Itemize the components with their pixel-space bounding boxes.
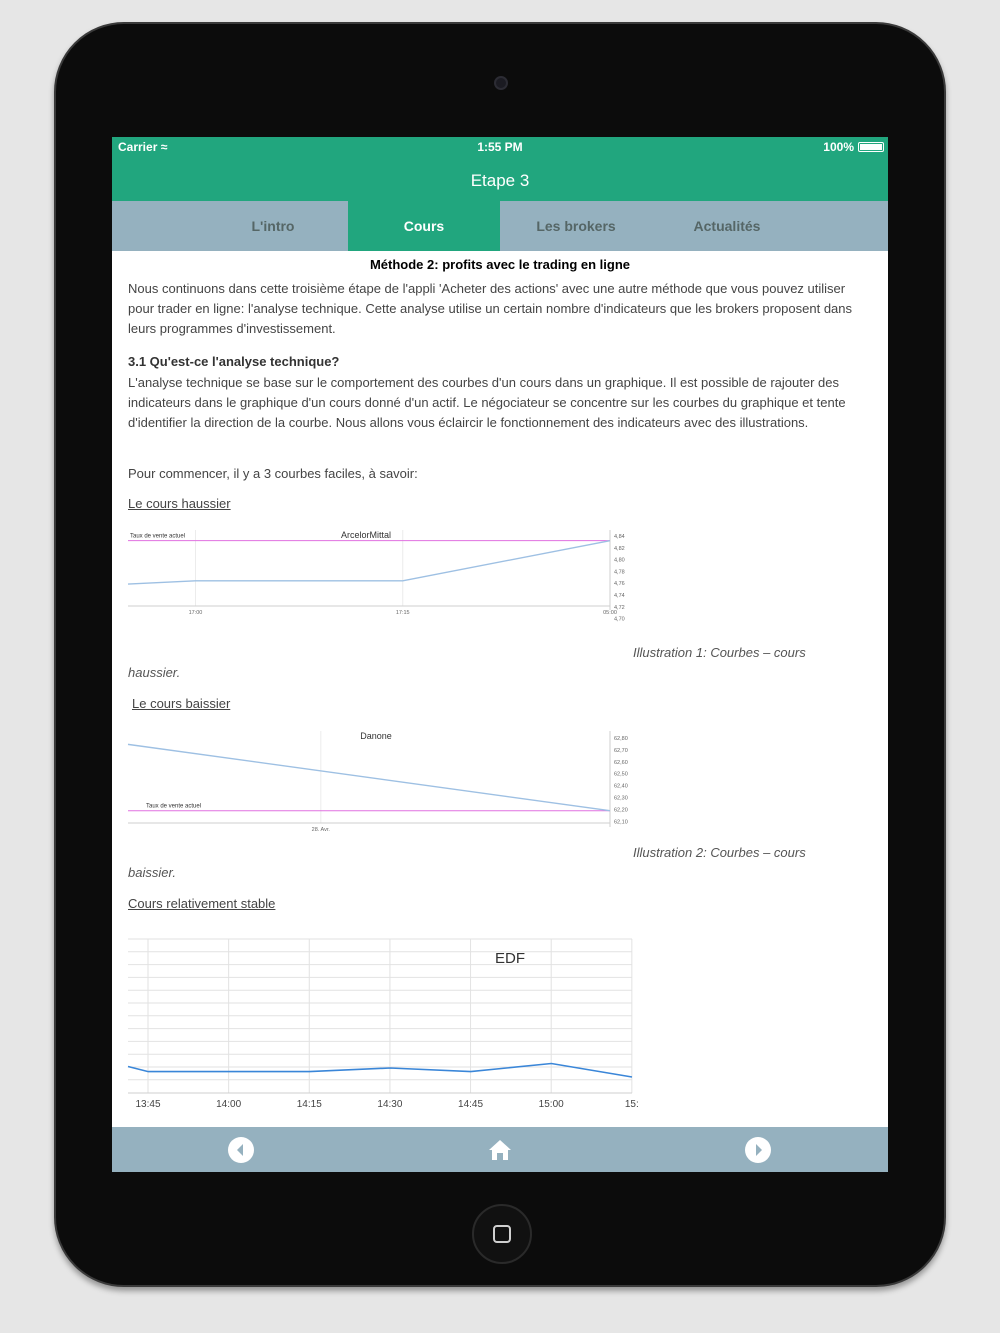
x-tick-label: 14:00 <box>216 1099 242 1110</box>
chart-title: EDF <box>495 950 525 967</box>
intro-paragraph: Nous continuons dans cette troisième étape de l'appli 'Acheter des actions' avec une autre méthode que vous pouvez utiliser pour trader en ligne: l'analyse technique. Cette analyse utilise un certain nombre d'indicateurs que les brokers proposent dans leurs programmes d'investissement. <box>128 281 853 336</box>
x-tick-label: 17:15 <box>395 610 410 616</box>
tab-bar <box>112 201 888 251</box>
caption-2-end: baissier. <box>128 865 176 880</box>
article-content[interactable] <box>112 251 888 1127</box>
battery-icon <box>858 142 884 152</box>
caption-2: Illustration 2: Courbes – cours <box>633 845 806 860</box>
reference-label: Taux de vente actuel <box>130 533 186 540</box>
app-header <box>112 137 888 201</box>
tab-brokers[interactable]: Les brokers <box>536 218 616 234</box>
article-title: Méthode 2: profits avec le trading en ligne <box>369 257 631 272</box>
hardware-home-button[interactable] <box>472 1204 532 1264</box>
chart-title: Danone <box>360 731 392 741</box>
y-tick-label: 62,70 <box>614 747 628 754</box>
chart-edf <box>128 931 639 1111</box>
chevron-right-circle-icon <box>745 1137 771 1163</box>
y-tick-label: 62,50 <box>614 771 628 778</box>
y-tick-label: 4,82 <box>614 545 625 552</box>
y-tick-label: 4,70 <box>614 616 625 623</box>
wifi-icon: ≈ <box>160 140 168 154</box>
x-tick-label: 14:45 <box>458 1099 484 1110</box>
x-tick-label: 14:15 <box>296 1099 322 1110</box>
x-tick-label: 15:00 <box>538 1099 564 1110</box>
series-line <box>128 541 610 584</box>
app-screen <box>112 137 888 1172</box>
y-tick-label: 4,72 <box>614 604 625 611</box>
x-tick-label: 15: <box>624 1099 639 1110</box>
x-tick-label: 28. Avr. <box>311 827 330 833</box>
x-tick-label: 17:00 <box>188 610 203 616</box>
chart-danone <box>128 729 634 841</box>
y-tick-label: 4,74 <box>614 593 625 599</box>
y-tick-label: 4,78 <box>614 569 625 576</box>
forward-button[interactable] <box>745 1137 771 1163</box>
chart-arcelormittal <box>128 526 634 642</box>
y-tick-label: 62,30 <box>614 795 628 802</box>
tab-cours[interactable]: Cours <box>348 201 500 251</box>
home-button[interactable] <box>487 1137 513 1163</box>
y-tick-label: 62,60 <box>614 759 628 766</box>
series-line <box>128 1064 632 1078</box>
tab-intro[interactable]: L'intro <box>251 218 295 234</box>
caption-1: Illustration 1: Courbes – cours <box>633 645 806 660</box>
y-tick-label: 4,84 <box>614 534 625 540</box>
link-cours-baissier[interactable]: Le cours baissier <box>132 696 231 711</box>
y-tick-label: 62,80 <box>614 736 628 742</box>
chart-title: ArcelorMittal <box>340 530 392 540</box>
section-paragraph: L'analyse technique se base sur le comportement des courbes d'un cours dans un graphique. Il est possible de rajouter des indicateurs dans le graphique d'un cours donné d'un actif. Le négociateur se concentre sur les courbes du graphique et tente d'identifier la direction de la courbe. Nous allons vous éclaircir le fonctionnement des indicateurs avec des illustrations. <box>128 375 846 430</box>
camera-icon <box>494 76 508 90</box>
link-cours-stable[interactable]: Cours relativement stable <box>128 896 276 911</box>
link-cours-haussier[interactable]: Le cours haussier <box>128 496 231 511</box>
x-tick-label: 05:00 <box>603 610 617 616</box>
battery-percent: 100% <box>823 140 854 154</box>
y-tick-label: 62,10 <box>614 819 628 826</box>
y-tick-label: 62,40 <box>614 783 628 790</box>
chevron-left-circle-icon <box>228 1137 254 1163</box>
tab-actualites[interactable]: Actualités <box>693 218 761 234</box>
back-button[interactable] <box>228 1137 254 1163</box>
y-tick-label: 4,80 <box>614 557 625 564</box>
status-bar <box>112 137 888 157</box>
home-icon <box>489 1140 511 1160</box>
status-time: 1:55 PM <box>477 140 523 154</box>
caption-1-end: haussier. <box>128 665 181 680</box>
x-tick-label: 14:30 <box>377 1099 403 1110</box>
y-tick-label: 62,20 <box>614 807 628 814</box>
lead-paragraph: Pour commencer, il y a 3 courbes faciles, à savoir: <box>128 466 418 481</box>
reference-label: Taux de vente actuel <box>146 803 202 810</box>
series-line <box>128 744 610 810</box>
section-heading: 3.1 Qu'est-ce l'analyse technique? <box>128 354 340 369</box>
bottom-toolbar <box>112 1127 888 1172</box>
x-tick-label: 13:45 <box>135 1099 161 1110</box>
y-tick-label: 4,76 <box>614 581 625 588</box>
page-title: Etape 3 <box>470 171 530 190</box>
carrier-label: Carrier ≈ <box>118 140 168 154</box>
